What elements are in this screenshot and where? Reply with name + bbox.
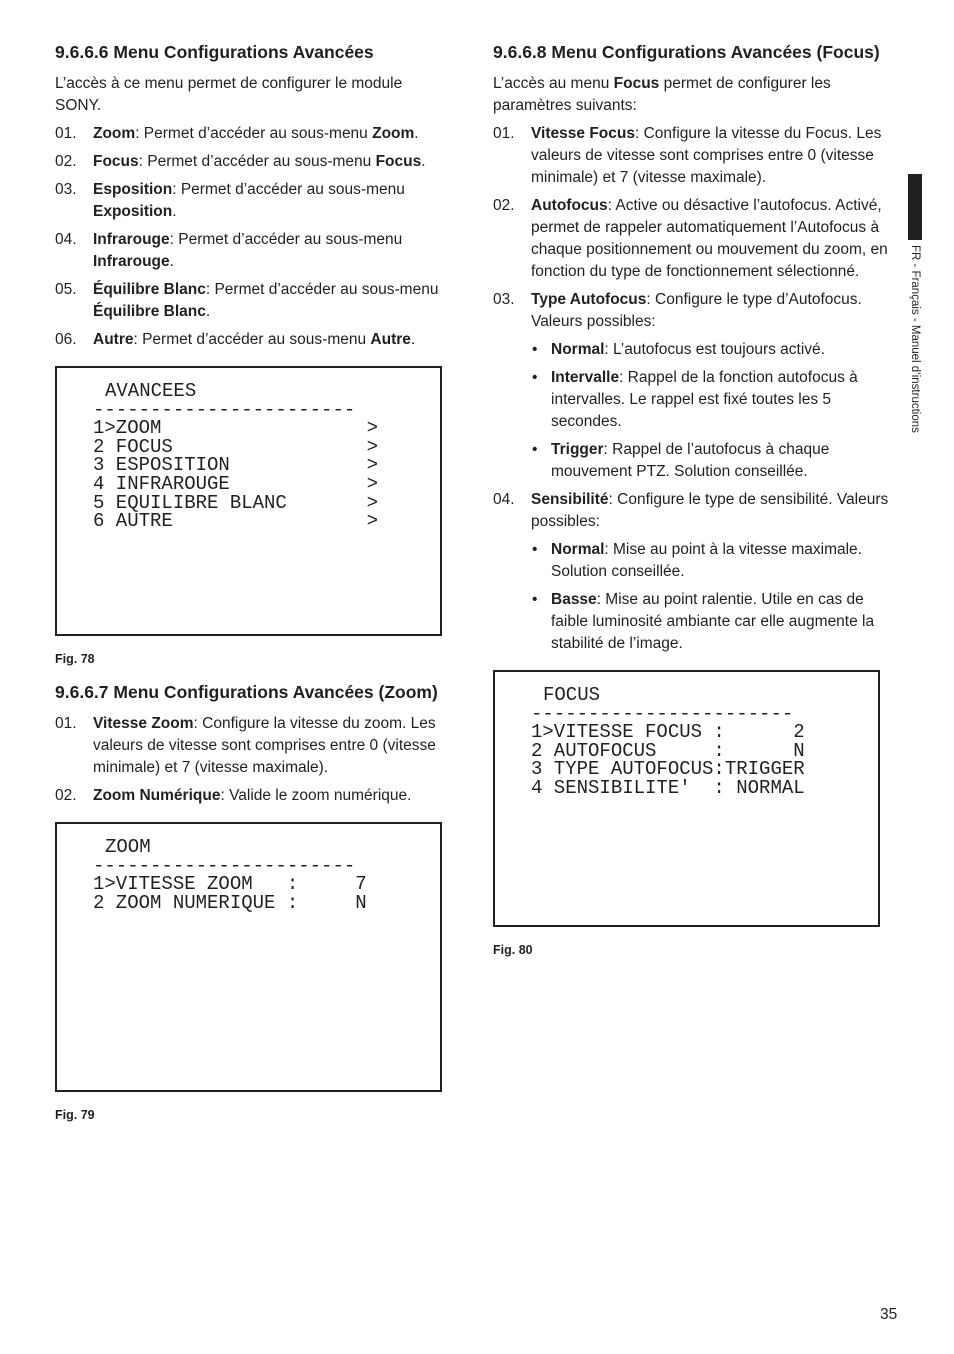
list-item: 01. Zoom: Permet d’accéder au sous-menu Zoom. [55,125,419,142]
section-title-9667: 9.6.6.7 Menu Configurations Avancées (Zoom) [55,682,438,702]
screen-row: 6 AUTRE > [93,510,379,533]
screen-title: ZOOM [105,836,151,858]
list-item: 04. Sensibilité: Configure le type de sensibilité. Valeurs possibles: [493,491,889,530]
menu-screen-zoom [55,822,442,1092]
bullet-item: • Basse: Mise au point ralentie. Utile en cas de faible luminosité ambiante car elle augmente la stabilité de l’image. [532,591,875,652]
page-number: 35 [880,1306,898,1323]
bullet-item: • Normal: Mise au point à la vitesse maximale. Solution conseillée. [532,541,862,580]
screen-row: 3 TYPE AUTOFOCUS:TRIGGER [531,758,805,781]
bullet-item: • Intervalle: Rappel de la fonction autofocus à intervalles. Le rappel est fixé toutes les 5 secondes. [532,369,858,430]
screen-row: 2 ZOOM NUMERIQUE : N [93,891,367,914]
screen-row: 1>ZOOM > [93,417,379,440]
screen-title: AVANCEES [105,380,197,402]
screen-row: 1>VITESSE ZOOM : 7 [93,873,367,896]
screen-separator: ----------------------- [93,398,356,421]
list-item: 05. Équilibre Blanc: Permet d’accéder au sous-menu Équilibre Blanc. [55,281,439,320]
screen-row: 5 EQUILIBRE BLANC > [93,491,379,514]
right-column [493,40,895,957]
list-item: 01. Vitesse Focus: Configure la vitesse du Focus. Les valeurs de vitesse sont comprises entre 0 (vitesse minimale) et 7 (vitesse maximale). [493,125,882,186]
language-tab-marker [908,174,922,240]
section-intro: L’accès au menu Focus permet de configurer les paramètres suivants: [493,75,831,114]
left-column [55,40,447,1122]
figure-caption: Fig. 79 [55,1108,95,1122]
screen-separator: ----------------------- [93,854,356,877]
screen-row: 4 INFRAROUGE > [93,472,379,495]
screen-row: 4 SENSIBILITE' : NORMAL [531,776,805,799]
bullet-item: • Trigger: Rappel de l’autofocus à chaque mouvement PTZ. Solution conseillée. [532,441,830,480]
screen-row: 3 ESPOSITION > [93,454,379,477]
menu-screen-focus [493,670,880,927]
screen-row: 2 AUTOFOCUS : N [531,739,805,762]
figure-caption: Fig. 80 [493,943,533,957]
list-item: 03. Type Autofocus: Configure le type d’Autofocus. Valeurs possibles: [493,291,862,330]
figure-caption: Fig. 78 [55,652,95,666]
section-title-9666: 9.6.6.6 Menu Configurations Avancées [55,42,374,62]
list-item: 02. Autofocus: Active ou désactive l’autofocus. Activé, permet de rappeler automatiquement l’Autofocus à chaque positionnement ou mouvement du zoom, en fonction du type de fonctionnement sélectionné. [493,197,888,280]
list-item: 06. Autre: Permet d’accéder au sous-menu Autre. [55,331,416,348]
screen-title: FOCUS [543,684,601,706]
list-item: 02. Zoom Numérique: Valide le zoom numérique. [55,787,412,804]
list-item: 03. Esposition: Permet d’accéder au sous-menu Exposition. [55,181,405,220]
menu-screen-avancees [55,366,442,636]
list-item: 01. Vitesse Zoom: Configure la vitesse du zoom. Les valeurs de vitesse sont comprises entre 0 (vitesse minimale) et 7 (vitesse maximale). [55,715,436,776]
list-item: 02. Focus: Permet d’accéder au sous-menu Focus. [55,153,426,170]
bullet-item: • Normal: L’autofocus est toujours activé. [532,341,825,358]
list-item: 04. Infrarouge: Permet d’accéder au sous-menu Infrarouge. [55,231,403,270]
section-intro: L’accès à ce menu permet de configurer le module SONY. [55,75,403,114]
screen-separator: ----------------------- [531,702,794,725]
side-label: FR - Français - Manuel d’instructions [909,245,921,433]
screen-row: 2 FOCUS > [93,435,379,458]
screen-row: 1>VITESSE FOCUS : 2 [531,721,805,744]
section-title-9668: 9.6.6.8 Menu Configurations Avancées (Focus) [493,42,880,62]
